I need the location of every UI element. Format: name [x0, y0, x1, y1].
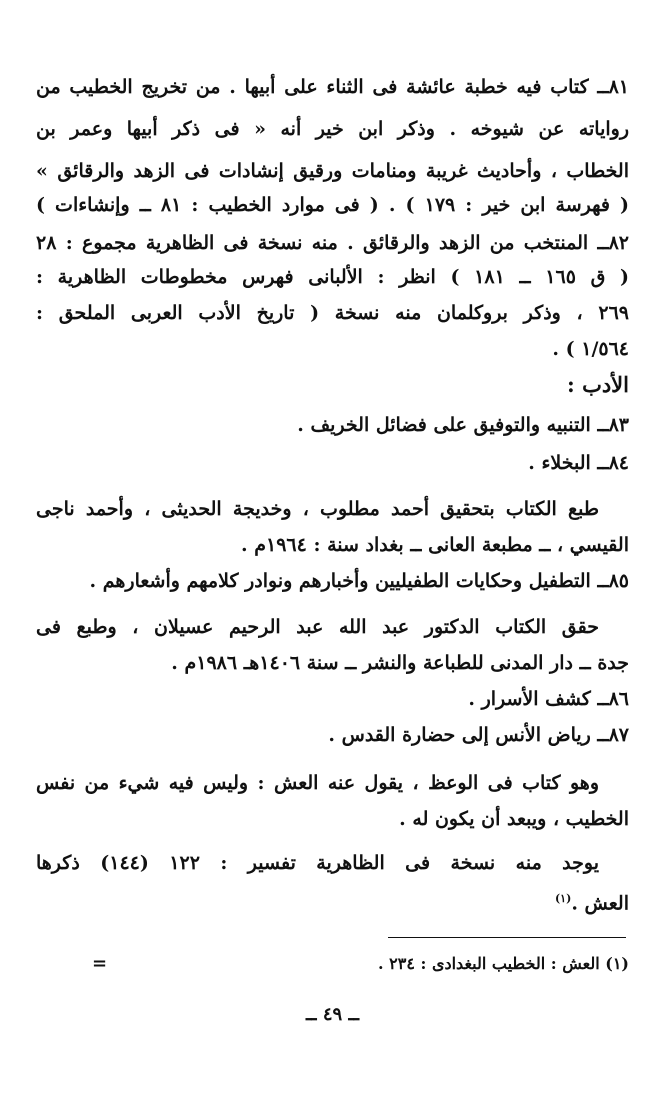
text-line: ( ق ١٦٥ ــ ١٨١ ) انظر : الألبانى فهرس مخطوطات الظاهرية : [36, 266, 629, 288]
text-line: ٢٦٩ ، وذكر بروكلمان منه نسخة ( تاريخ الأدب العربى الملحق : [36, 302, 629, 324]
text-line: ( فهرسة ابن خير : ١٧٩ ) . ( فى موارد الخطيب : ٨١ ــ وإنشاءات ) [36, 194, 629, 216]
text-line: ٨٤ــ البخلاء . [528, 452, 629, 474]
text-line: حقق الكتاب الدكتور عبد الله عبد الرحيم عسيلان ، وطبع فى [36, 616, 599, 638]
text-line: ٨١ــ كتاب فيه خطبة عائشة فى الثناء على أبيها . من تخريج الخطيب من [36, 76, 629, 98]
text-line: القيسي ، ــ مطبعة العانى ــ بغداد سنة : ١٩٦٤م . [241, 534, 629, 556]
continuation-mark: = [92, 953, 108, 974]
text-line: الخطاب ، وأحاديث غريبة ومنامات ورقيق إنشادات فى الزهد والرقائق » [36, 160, 629, 182]
page-number: ــ ٤٩ ــ [306, 1004, 359, 1025]
text-line: وهو كتاب فى الوعظ ، يقول عنه العش : وليس فيه شيء من نفس [36, 772, 599, 794]
footnote-reference: (١) [554, 892, 572, 905]
text-line: ٨٢ــ المنتخب من الزهد والرقائق . منه نسخة فى الظاهرية مجموع : ٢٨ [36, 232, 629, 254]
section-heading: الأدب : [567, 372, 629, 397]
text-line: ٨٧ــ رياض الأنس إلى حضارة القدس . [328, 724, 629, 746]
text-line: ٨٣ــ التنبيه والتوفيق على فضائل الخريف . [297, 414, 629, 436]
text-line [36, 884, 629, 914]
text-line: ٨٦ــ كشف الأسرار . [468, 688, 629, 710]
footnote: (١) العش : الخطيب البغدادى : ٢٣٤ . [377, 954, 629, 973]
footnote-divider [388, 937, 626, 938]
text-line-content: العش . [571, 892, 629, 915]
text-line: رواياته عن شيوخه . وذكر ابن خير أنه « فى ذكر أبيها وعمر بن [36, 118, 629, 140]
text-line: ٨٥ــ التطفيل وحكايات الطفيليين وأخبارهم ونوادر كلامهم وأشعارهم . [89, 570, 629, 592]
text-line: ١/٥٦٤ ) . [552, 338, 629, 360]
text-line: يوجد منه نسخة فى الظاهرية تفسير : ١٢٢ (١٤٤) ذكرها [36, 852, 600, 874]
text-line: الخطيب ، ويبعد أن يكون له . [399, 808, 629, 830]
text-line: جدة ــ دار المدنى للطباعة والنشر ــ سنة ١٤٠٦هـ ١٩٨٦م . [171, 652, 629, 674]
text-line: طبع الكتاب بتحقيق أحمد مطلوب ، وخديجة الحديثى ، وأحمد ناجى [36, 498, 599, 520]
